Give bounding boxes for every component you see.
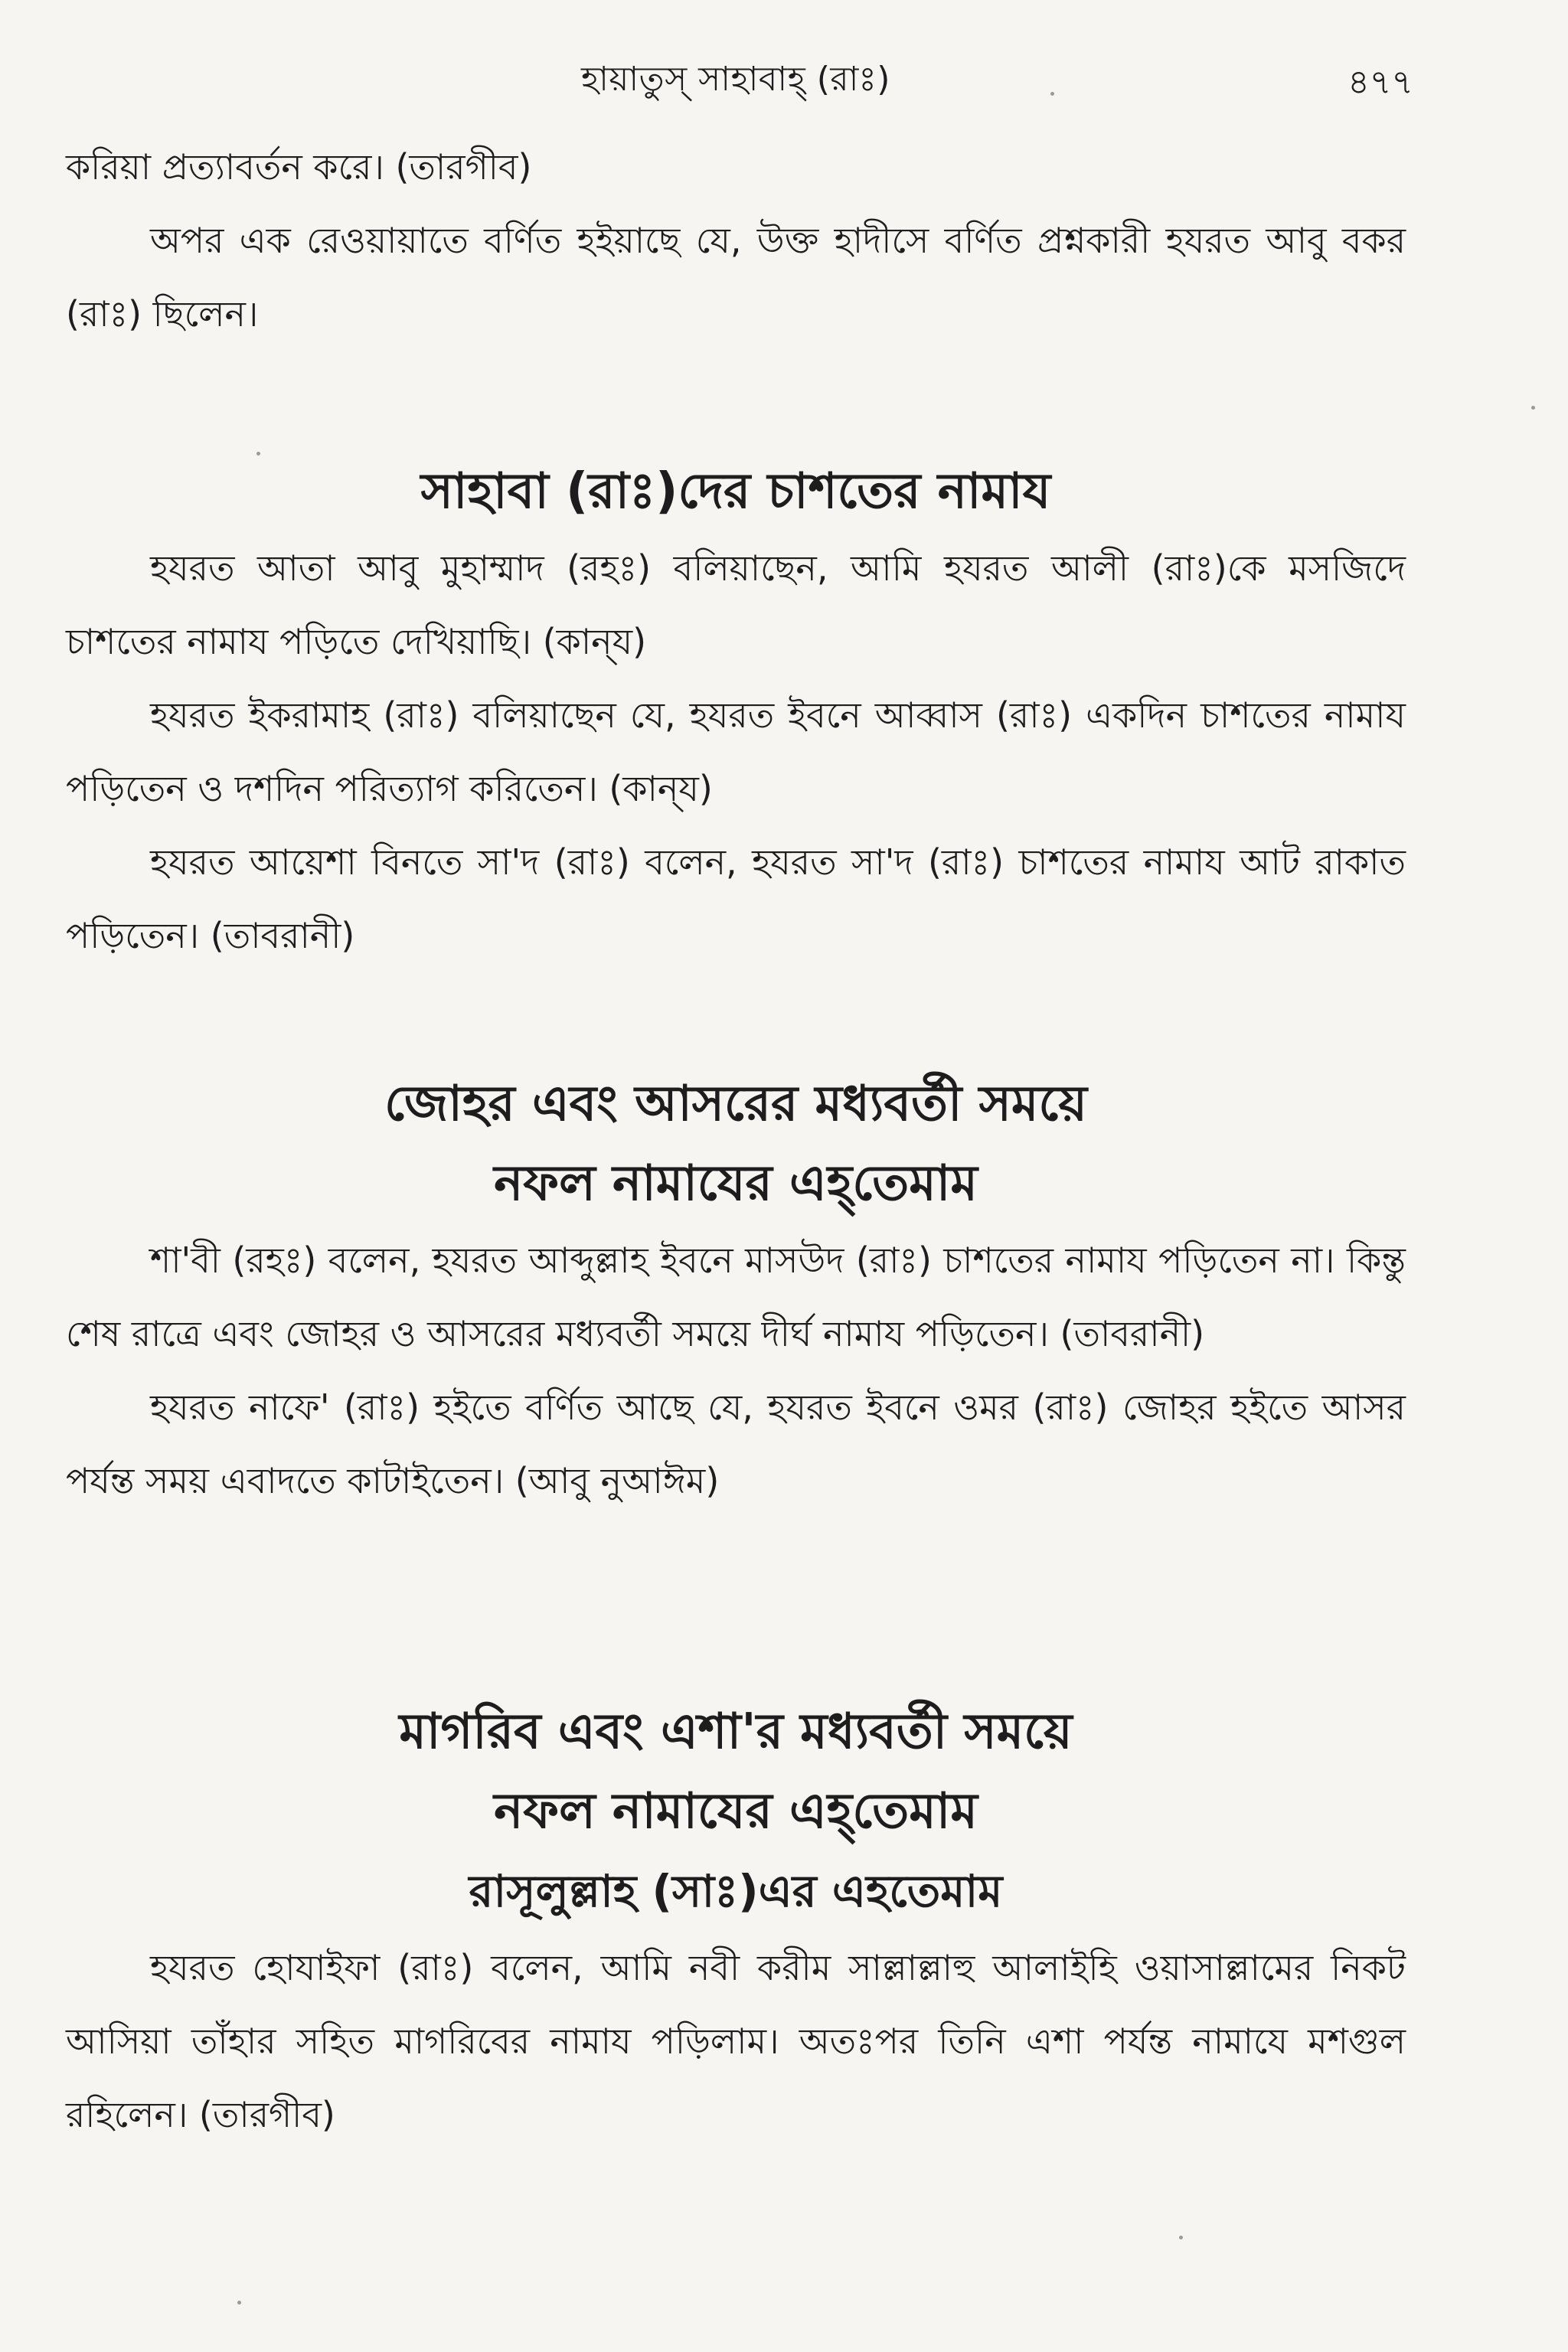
running-header <box>66 46 1413 115</box>
speck-mark <box>1050 92 1054 96</box>
section-subheading-prophet: রাসূলুল্লাহ (সাঃ)এর এহতেমাম <box>469 1865 1003 1917</box>
section-maghrib-isha <box>66 1692 1406 2151</box>
section-heading-chasht: সাহাবা (রাঃ)দের চাশতের নামায <box>420 463 1051 520</box>
paragraph: শা'বী (রহঃ) বলেন, হযরত আব্দুল্লাহ ইবনে মাসউদ (রাঃ) চাশতের নামায পড়িতেন না। কিন্তু শেষ রাত্রে এবং জোহর ও আসরের মধ্যবর্তী সময়ে দীর্ঘ নামায পড়িতেন। (তাবরানী) <box>66 1240 1406 1354</box>
section-zuhr-asr <box>66 1064 1406 1517</box>
speck-mark <box>1531 406 1535 410</box>
section-subheading-nafl: নফল নামাযের এহ্‌তেমাম <box>494 1155 978 1212</box>
intro-section <box>66 130 1406 351</box>
paragraph: হযরত আয়েশা বিনতে সা'দ (রাঃ) বলেন, হযরত সা'দ (রাঃ) চাশতের নামায আট রাকাত পড়িতেন। (তাবরানী) <box>66 841 1406 956</box>
running-title: হায়াতুস্ সাহাবাহ্ (রাঃ) <box>581 60 890 99</box>
speck-mark <box>1179 2236 1183 2239</box>
section-subheading-nafl: নফল নামাযের এহ্‌তেমাম <box>494 1783 978 1840</box>
paragraph: হযরত হোযাইফা (রাঃ) বলেন, আমি নবী করীম সাল্লাল্লাহু আলাইহি ওয়াসাল্লামের নিকট আসিয়া তাঁহার সহিত মাগরিবের নামায পড়িলাম। অতঃপর তিনি এশা পর্যন্ত নামাযে মশগুল রহিলেন। (তারগীব) <box>66 1947 1406 2135</box>
intro-line: করিয়া প্রত্যাবর্তন করে। (তারগীব) <box>66 146 532 188</box>
paragraph: হযরত ইকরামাহ (রাঃ) বলিয়াছেন যে, হযরত ইবনে আব্বাস (রাঃ) একদিন চাশতের নামায পড়িতেন ও দশদিন পরিত্যাগ করিতেন। (কান্‌য) <box>66 694 1406 809</box>
section-heading-maghrib-isha: মাগরিব এবং এশা'র মধ্যবর্তী সময়ে <box>399 1704 1073 1760</box>
book-page <box>66 46 1413 2135</box>
paragraph: হযরত আতা আবু মুহাম্মাদ (রহঃ) বলিয়াছেন, আমি হযরত আলী (রাঃ)কে মসজিদে চাশতের নামায পড়িতে দেখিয়াছি। (কান্‌য) <box>66 547 1406 662</box>
page-number: ৪৭৭ <box>1348 63 1413 102</box>
section-heading-zuhr-asr: জোহর এবং আসরের মধ্যবর্তী সময়ে <box>384 1076 1087 1132</box>
intro-paragraph: অপর এক রেওয়ায়াতে বর্ণিত হইয়াছে যে, উক্ত হাদীসে বর্ণিত প্রশ্নকারী হযরত আবু বকর (রাঃ) ছিলেন। <box>66 220 1406 335</box>
paragraph: হযরত নাফে' (রাঃ) হইতে বর্ণিত আছে যে, হযরত ইবনে ওমর (রাঃ) জোহর হইতে আসর পর্যন্ত সময় এবাদতে কাটাইতেন। (আবু নুআঈম) <box>66 1387 1406 1501</box>
speck-mark <box>237 2301 241 2305</box>
section-chasht-prayer <box>66 452 1406 972</box>
speck-mark <box>256 452 260 456</box>
